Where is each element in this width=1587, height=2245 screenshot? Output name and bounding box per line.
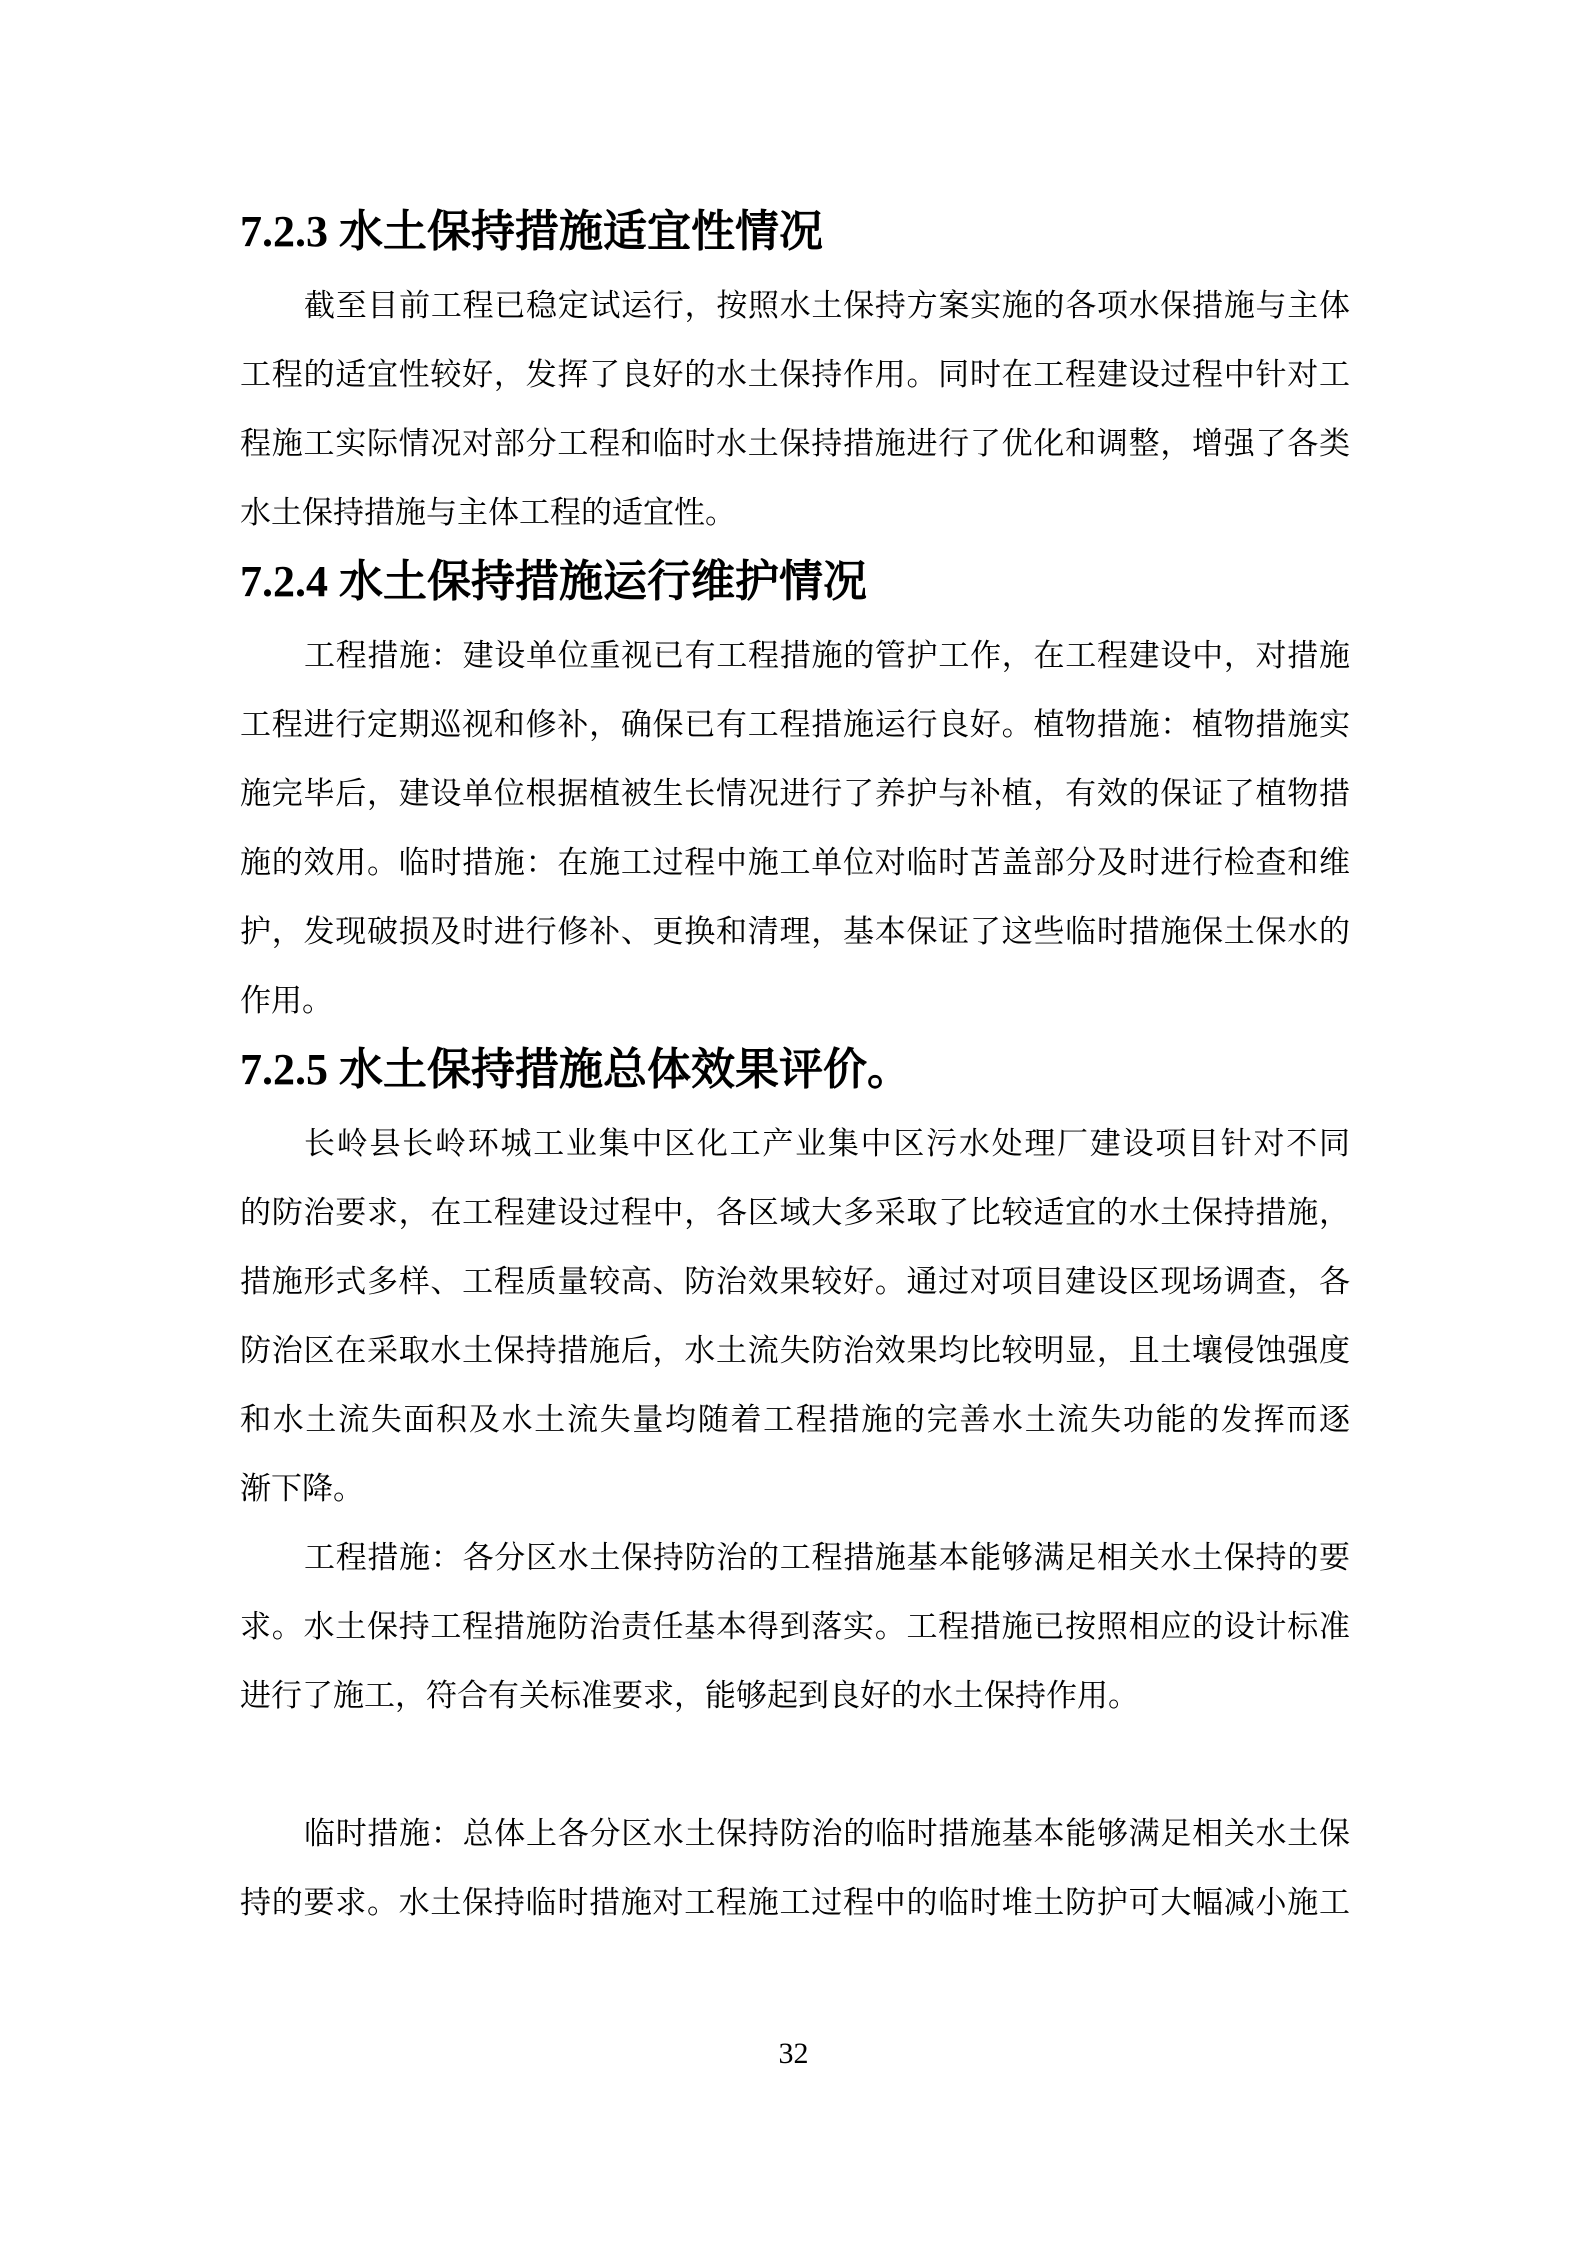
text-line: 求。水土保持工程措施防治责任基本得到落实。工程措施已按照相应的设计标准 (240, 1609, 1350, 1644)
text-line: 长岭县长岭环城工业集中区化工产业集中区污水处理厂建设项目针对不同 (304, 1126, 1350, 1161)
paragraph (240, 1523, 1350, 1730)
text-line: 施的效用。临时措施：在施工过程中施工单位对临时苫盖部分及时进行检查和维 (240, 845, 1350, 880)
text-line: 工程进行定期巡视和修补，确保已有工程措施运行良好。植物措施：植物措施实 (240, 707, 1350, 742)
paragraph (240, 1109, 1350, 1523)
text-line: 工程措施：建设单位重视已有工程措施的管护工作，在工程建设中，对措施 (304, 638, 1350, 673)
text-line: 施完毕后，建设单位根据植被生长情况进行了养护与补植，有效的保证了植物措 (240, 776, 1350, 811)
paragraph (240, 271, 1350, 547)
text-line: 程施工实际情况对部分工程和临时水土保持措施进行了优化和调整，增强了各类 (240, 426, 1350, 461)
text-line: 水土保持措施与主体工程的适宜性。 (240, 495, 736, 530)
page-number: 32 (778, 2037, 809, 2070)
text-line: 护，发现破损及时进行修补、更换和清理，基本保证了这些临时措施保土保水的 (240, 914, 1350, 949)
text-line: 渐下降。 (240, 1471, 364, 1506)
text-line: 工程措施：各分区水土保持防治的工程措施基本能够满足相关水土保持的要 (304, 1540, 1350, 1575)
paragraph (240, 1799, 1350, 1937)
paragraph (240, 621, 1350, 1035)
text-line: 进行了施工，符合有关标准要求，能够起到良好的水土保持作用。 (240, 1678, 1139, 1713)
text-line: 和水土流失面积及水土流失量均随着工程措施的完善水土流失功能的发挥而逐 (240, 1402, 1350, 1437)
text-line: 工程的适宜性较好，发挥了良好的水土保持作用。同时在工程建设过程中针对工 (240, 357, 1350, 392)
text-line: 持的要求。水土保持临时措施对工程施工过程中的临时堆土防护可大幅减小施工 (240, 1885, 1350, 1920)
text-line: 措施形式多样、工程质量较高、防治效果较好。通过对项目建设区现场调查，各 (240, 1264, 1350, 1299)
text-line: 防治区在采取水土保持措施后，水土流失防治效果均比较明显，且土壤侵蚀强度 (240, 1333, 1350, 1368)
text-line: 截至目前工程已稳定试运行，按照水土保持方案实施的各项水保措施与主体 (304, 288, 1350, 323)
section-heading-7-2-3: 7.2.3 水土保持措施适宜性情况 (240, 207, 823, 256)
text-line: 临时措施：总体上各分区水土保持防治的临时措施基本能够满足相关水土保 (304, 1816, 1350, 1851)
section-heading-7-2-4: 7.2.4 水土保持措施运行维护情况 (240, 557, 867, 606)
text-line: 作用。 (240, 983, 333, 1018)
page-content (240, 197, 1350, 1937)
text-line: 的防治要求，在工程建设过程中，各区域大多采取了比较适宜的水土保持措施， (240, 1195, 1350, 1230)
section-heading-7-2-5: 7.2.5 水土保持措施总体效果评价。 (240, 1045, 911, 1094)
